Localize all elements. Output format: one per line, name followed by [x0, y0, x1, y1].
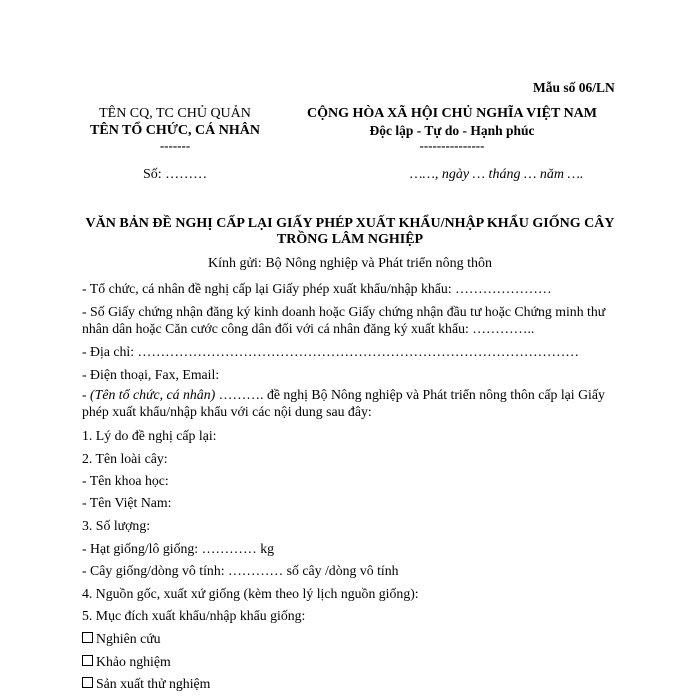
request-applicant-placeholder: (Tên tổ chức, cá nhân): [90, 387, 216, 402]
section-purpose: 5. Mục đích xuất khẩu/nhập khẩu giống:: [82, 608, 306, 623]
field-seedling-quantity: - Cây giống/dòng vô tính: ………… số cây /dòng vô tính: [82, 563, 399, 578]
option-trial: [82, 653, 622, 670]
request-prefix: -: [82, 387, 91, 402]
section-quantity: 3. Số lượng:: [82, 518, 151, 533]
request-text: ………. đề nghị Bộ Nông nghiệp và Phát triển nông thôn cấp lại Giấy phép xuất khẩu/nhập khẩu với các nội dung sau đây:: [82, 387, 605, 419]
field-organization: - Tổ chức, cá nhân đề nghị cấp lại Giấy phép xuất khẩu/nhập khẩu: …………………: [82, 281, 552, 296]
left-divider: -------: [159, 138, 191, 153]
section-origin: 4. Nguồn gốc, xuất xứ giống (kèm theo lý lịch nguồn giống):: [82, 586, 419, 601]
section-species-name: 2. Tên loài cây:: [82, 451, 168, 466]
field-vietnamese-name: - Tên Việt Nam:: [82, 495, 172, 510]
option-pilot-production: [82, 675, 622, 692]
section-reason: 1. Lý do đề nghị cấp lại:: [82, 428, 217, 443]
document-number: Số: ………: [143, 167, 208, 182]
recipient-line: Kính gửi: Bộ Nông nghiệp và Phát triển nông thôn: [207, 256, 493, 271]
option-label: Nghiên cứu: [96, 631, 161, 646]
option-research: [82, 630, 622, 647]
option-label: Khảo nghiệm: [96, 654, 171, 669]
right-divider: ---------------: [419, 138, 485, 153]
field-seed-quantity: - Hạt giống/lô giống: ………… kg: [82, 541, 274, 556]
national-motto: Độc lập - Tự do - Hạnh phúc: [369, 123, 535, 138]
field-scientific-name: - Tên khoa học:: [82, 473, 169, 488]
checkbox-icon[interactable]: [82, 677, 93, 688]
field-contact: - Điện thoại, Fax, Email:: [82, 367, 220, 382]
option-label: Sản xuất thử nghiệm: [96, 676, 211, 691]
document-date: ……, ngày … tháng … năm ….: [410, 167, 584, 182]
agency-name-line: TÊN CQ, TC CHỦ QUẢN: [99, 106, 251, 121]
field-certificate-number: - Số Giấy chứng nhận đăng ký kinh doanh hoặc Giấy chứng nhận đầu tư hoặc Chứng minh thư nhân dân hoặc Căn cước công dân đối với cá nhân đăng ký xuất khẩu: …………..: [82, 304, 606, 336]
organization-name-line: TÊN TỔ CHỨC, CÁ NHÂN: [90, 123, 260, 138]
field-address: - Địa chỉ: ……………………………………………………………………………………: [82, 344, 580, 359]
checkbox-icon[interactable]: [82, 655, 93, 666]
form-number: Mẫu số 06/LN: [533, 80, 615, 95]
national-title: CỘNG HÒA XÃ HỘI CHỦ NGHĨA VIỆT NAM: [306, 106, 597, 121]
field-request: [82, 386, 622, 420]
checkbox-icon[interactable]: [82, 632, 93, 643]
document-title: VĂN BẢN ĐỀ NGHỊ CẤP LẠI GIẤY PHÉP XUẤT KHẨU/NHẬP KHẨU GIỐNG CÂY TRỒNG LÂM NGHIỆP: [85, 216, 615, 247]
